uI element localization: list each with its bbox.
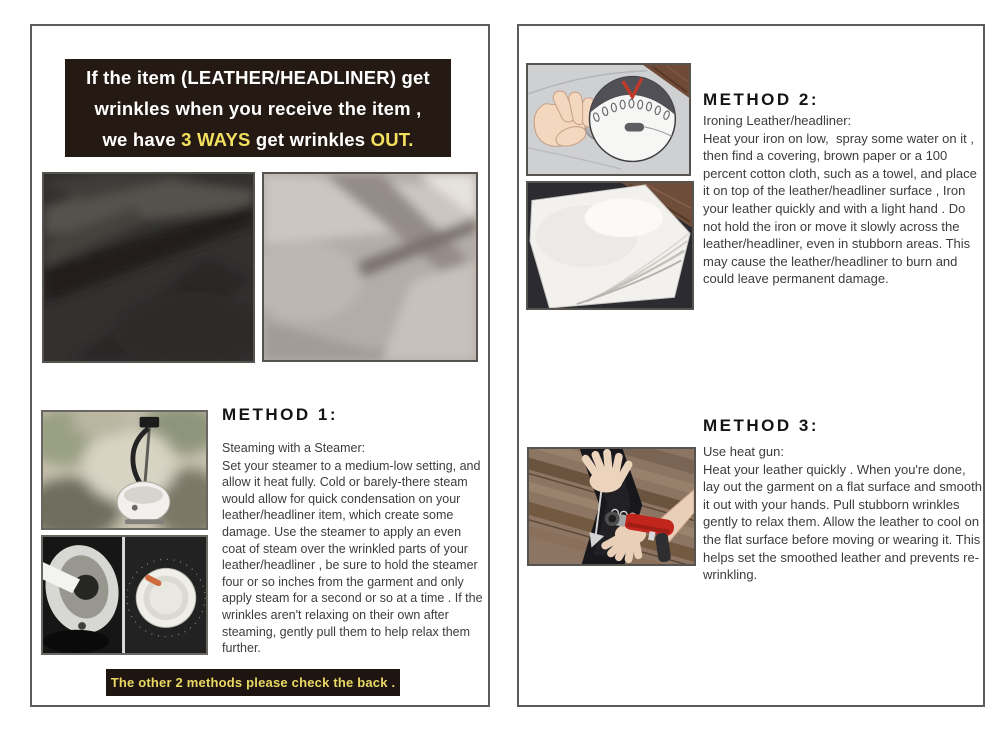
wrinkled-gray-fabric-art (264, 174, 476, 360)
steamer-tank-and-dial-art (43, 537, 206, 653)
method2-body: Heat your iron on low, spray some water on it , then find a covering, brown paper or a 100 percent cotton cloth, such as a towel, and place it on top of the leather/headliner surface , Iron your leather quickly and with a light hand . Do not hold the iron or move it slowly across the leather/headliner, even in stubborn areas. This may cause the leather/headliner to burn and could leave permanent damage. (703, 130, 981, 287)
method1-title: METHOD 1: (222, 405, 338, 424)
method1-section (222, 405, 486, 657)
header-highlight-out: OUT. (370, 129, 414, 150)
header-line-1: If the item (LEATHER/HEADLINER) get (86, 67, 430, 88)
header-line-2: wrinkles when you receive the item , (94, 98, 422, 119)
method3-section (703, 416, 986, 584)
wrinkled-dark-leather-photo (42, 172, 255, 363)
heat-gun-art (529, 449, 694, 564)
wrinkled-dark-leather-art (44, 174, 253, 361)
garment-steamer-photo (41, 410, 208, 530)
iron-dial-art (528, 65, 689, 174)
iron-dial-illustration (526, 63, 691, 176)
back-page-panel (517, 24, 985, 707)
steamer-tank-and-dial-photo (41, 535, 208, 655)
header-highlight-3-ways: 3 WAYS (181, 129, 251, 150)
method3-title: METHOD 3: (703, 416, 819, 435)
header-line-3-prefix: we have (102, 129, 182, 150)
folded-cloth-art (528, 183, 692, 308)
back-note-banner: The other 2 methods please check the back . (106, 669, 400, 696)
heat-gun-illustration (527, 447, 696, 566)
header-line-3 (65, 124, 451, 155)
folded-cloth-photo (526, 181, 694, 310)
front-page-panel (30, 24, 490, 707)
method3-body: Heat your leather quickly . When you're done, lay out the garment on a flat surface and smooth it out with your hands. Pull stubborn wrinkles gently to relax them. Allow the leather to cool on the flat surface before moving or wearing it. This helps set the smoothed leather and prevents re-wrinkling. (703, 461, 986, 583)
method1-subtitle: Steaming with a Steamer: (222, 441, 366, 455)
header-line-3-middle: get wrinkles (250, 129, 371, 150)
method1-body: Set your steamer to a medium-low setting, and allow it heat fully. Cold or barely-there steam would allow for quick condensation on your leather/headliner item, which create some damage. Use the steamer to apply an even coat of steam over the wrinkled parts of your leather/headliner , be sure to hold the steamer four or so inches from the garment and only apply steam for a second or so at a time . If the wrinkles aren't relaxing on their own after steaming, gently pull them to help relax them further. (222, 458, 487, 656)
header-banner (65, 59, 451, 157)
method2-title: METHOD 2: (703, 90, 819, 109)
wrinkled-gray-fabric-photo (262, 172, 478, 362)
method3-subtitle: Use heat gun: (703, 444, 784, 459)
method2-section (703, 90, 981, 288)
method2-subtitle: Ironing Leather/headliner: (703, 113, 852, 128)
garment-steamer-art (43, 412, 206, 528)
